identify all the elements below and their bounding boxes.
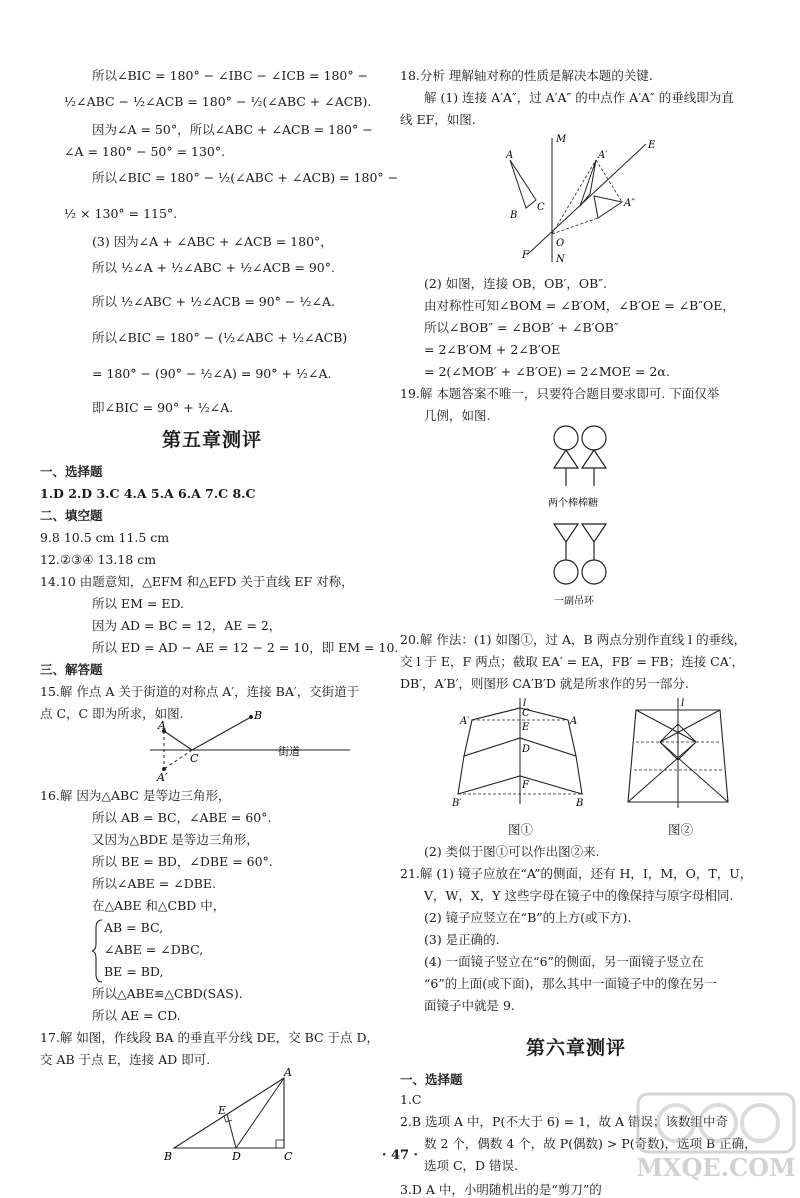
text-line: “6”的上面(或下面)，那么其中一面镜子中的像在另一 bbox=[424, 976, 717, 991]
text-line: = 2∠B′OM + 2∠B′OE bbox=[424, 342, 561, 357]
label-M: M bbox=[556, 134, 567, 145]
brace bbox=[92, 918, 104, 984]
text-line: (4) 一面镜子竖立在“6”的侧面，另一面镜子竖立在 bbox=[424, 954, 704, 969]
answer-line: 15.解 作点 A 关于街道的对称点 A′，连接 BA′，交街道于 bbox=[40, 684, 360, 699]
text-line: 线 EF，如图. bbox=[400, 112, 476, 127]
label-A-prime: A′ bbox=[460, 716, 470, 727]
triangle-ABC bbox=[174, 1078, 284, 1148]
text-line: 交 l 于 E，F 两点；截取 EA′ = EA，FB′ = FB；连接 CA′， bbox=[400, 654, 745, 669]
label-l: l bbox=[523, 698, 527, 709]
text-line: 所以 BE = BD，∠DBE = 60°. bbox=[92, 854, 273, 869]
watermark-logo bbox=[636, 1092, 796, 1182]
text-line: = 180° − (90° − ½∠A) = 90° + ½∠A. bbox=[92, 366, 332, 381]
figure-2-line4 bbox=[660, 742, 728, 802]
triangle-figure bbox=[164, 1066, 304, 1163]
text-line: 数 2 个，偶数 4 个，故 P(偶数) > P(奇数)，选项 B 正确， bbox=[424, 1136, 757, 1151]
text-line: AB = BC, bbox=[104, 920, 164, 935]
triangle-A-double-prime bbox=[594, 196, 622, 218]
watermark-mark-1 bbox=[658, 1105, 694, 1141]
page-number: · 47 · bbox=[381, 1148, 419, 1163]
label-C: C bbox=[537, 202, 545, 213]
answer-line: 20.解 作法：(1) 如图①，过 A，B 两点分别作直线 l 的垂线， bbox=[400, 632, 747, 647]
chapter-title: 第五章测评 bbox=[162, 429, 263, 451]
label-D: D bbox=[232, 1150, 241, 1163]
text-line: (2) 镜子应竖立在“B”的上方(或下方). bbox=[424, 910, 632, 925]
reflection-figure bbox=[500, 134, 660, 264]
lollipop-circle-left bbox=[554, 426, 578, 450]
lollipop-circle-right bbox=[582, 426, 606, 450]
dashed-OB-double-prime bbox=[552, 218, 598, 234]
text-line: 所以∠BIC = 180° − (½∠ABC + ½∠ACB) bbox=[92, 330, 348, 345]
label-B-prime: B′ bbox=[452, 798, 462, 809]
figure-2 bbox=[618, 696, 738, 816]
street-label: 街道 bbox=[278, 745, 300, 758]
text-line: (3) 是正确的. bbox=[424, 932, 500, 947]
label-B: B bbox=[510, 210, 518, 221]
label-E: E bbox=[648, 140, 656, 151]
answer-line: 19.解 本题答案不唯一，只要符合题目要求即可. 下面仅举 bbox=[400, 386, 720, 401]
answer-line: 2.B 选项 A 中，P(不大于 6) = 1，故 A 错误；该数组中奇 bbox=[400, 1114, 728, 1129]
answer-line: 9.8 10.5 cm 11.5 cm bbox=[40, 530, 170, 545]
segment-CB bbox=[192, 717, 251, 750]
label-A-prime: A′ bbox=[598, 150, 608, 161]
text-line: 面镜子中就是 9. bbox=[424, 998, 515, 1013]
segment-DE bbox=[227, 1114, 236, 1148]
answer-line: 14.10 由题意知，△EFM 和△EFD 关于直线 EF 对称， bbox=[40, 574, 354, 589]
earring-caption: 一副吊环 bbox=[554, 596, 594, 607]
text-line: 点 C，C 即为所求，如图. bbox=[40, 706, 184, 721]
text-line: 所以∠ABE = ∠DBE. bbox=[92, 876, 217, 891]
figure-2-caption: 图② bbox=[668, 822, 694, 837]
triangle-A-prime bbox=[580, 160, 596, 206]
label-N: N bbox=[556, 254, 565, 265]
section-heading: 一、选择题 bbox=[400, 1072, 463, 1087]
answer-line: 17.解 如图，作线段 BA 的垂直平分线 DE，交 BC 于点 D， bbox=[40, 1030, 380, 1045]
text-line: 所以 ½∠A + ½∠ABC + ½∠ACB = 90°. bbox=[92, 260, 335, 275]
label-A-double-prime: A″ bbox=[624, 198, 635, 209]
label-F: F bbox=[522, 780, 529, 791]
label-E: E bbox=[218, 1104, 227, 1117]
label-C: C bbox=[522, 708, 530, 719]
figure-2-line3 bbox=[628, 742, 696, 802]
answer-line: 12.②③④ 13.18 cm bbox=[40, 552, 157, 567]
watermark-badge bbox=[638, 1094, 794, 1152]
label-C: C bbox=[190, 752, 199, 765]
earring-circle-right bbox=[582, 560, 606, 584]
text-line: 解 (1) 连接 A′A″，过 A′A″ 的中点作 A′A″ 的垂线即为直 bbox=[424, 90, 734, 105]
text-line: 所以 ½∠ABC + ½∠ACB = 90° − ½∠A. bbox=[92, 294, 335, 309]
label-F: F bbox=[522, 250, 529, 261]
text-line: 所以∠BIC = 180° − ½(∠ABC + ∠ACB) = 180° − bbox=[92, 170, 399, 185]
right-angle-mark bbox=[276, 1140, 284, 1148]
figure-1 bbox=[450, 696, 584, 816]
text-line: = 2(∠MOB′ + ∠B′OE) = 2∠MOE = 2α. bbox=[424, 364, 670, 379]
earring-triangle-right bbox=[582, 524, 606, 542]
text-line: BE = BD, bbox=[104, 964, 164, 979]
text-line: 所以 AE = CD. bbox=[92, 1008, 181, 1023]
earring-triangle-left bbox=[554, 524, 578, 542]
text-line: V，W，X，Y 这些字母在镜子中的像保持与原字母相同. bbox=[424, 888, 734, 903]
text-line: 因为 AD = BC = 12，AE = 2， bbox=[92, 618, 282, 633]
text-line: 所以∠BOB″ = ∠BOB′ + ∠B′OB″ bbox=[424, 320, 619, 335]
earring-circle-left bbox=[554, 560, 578, 584]
answer-line: 3.D A 中，小明随机出的是“剪刀”的 bbox=[400, 1182, 602, 1197]
text-line: 选项 C，D 错误. bbox=[424, 1158, 519, 1173]
text-line: ½ × 130° = 115°. bbox=[64, 206, 178, 221]
answer-line: 18.分析 理解轴对称的性质是解决本题的关键. bbox=[400, 68, 653, 83]
figure-2-line1 bbox=[636, 710, 696, 742]
text-line: ∠A = 180° − 50° = 130°. bbox=[64, 144, 226, 159]
section-heading: 一、选择题 bbox=[40, 464, 103, 479]
text-line: 又因为△BDE 是等边三角形， bbox=[92, 832, 259, 847]
label-A: A bbox=[284, 1066, 292, 1079]
text-line: 所以 AB = BC，∠ABE = 60°. bbox=[92, 810, 272, 825]
text-line: 由对称性可知∠BOM = ∠B′OM，∠B′OE = ∠B″OE， bbox=[424, 298, 735, 313]
text-line: 所以 EM = ED. bbox=[92, 596, 184, 611]
label-A: A bbox=[506, 150, 514, 161]
label-D: D bbox=[522, 744, 531, 755]
label-A: A bbox=[158, 719, 166, 732]
text-line: DB′，A′B′，则图形 CA′B′D 就是所求作的另一部分. bbox=[400, 676, 689, 691]
point-B bbox=[249, 715, 253, 719]
text-line: (3) 因为∠A + ∠ABC + ∠ACB = 180°， bbox=[92, 234, 333, 249]
text-line: ∠ABE = ∠DBC, bbox=[104, 942, 204, 957]
figure-2-line2 bbox=[660, 710, 720, 742]
label-A-prime: A′ bbox=[157, 771, 168, 784]
text-line: 几例，如图. bbox=[424, 408, 491, 423]
text-line: 所以△ABE≌△CBD(SAS). bbox=[92, 986, 243, 1001]
text-line: ½∠ABC − ½∠ACB = 180° − ½(∠ABC + ∠ACB). bbox=[64, 94, 372, 109]
triangle-ABC bbox=[510, 160, 536, 208]
answer-line: 21.解 (1) 镜子应放在“A”的侧面，还有 H，I，M，O，T，U， bbox=[400, 866, 753, 881]
label-C: C bbox=[284, 1150, 293, 1163]
section-heading: 二、填空题 bbox=[40, 508, 103, 523]
lollipop-triangle-left bbox=[554, 450, 578, 468]
lollipop-triangle-right bbox=[582, 450, 606, 468]
watermark-mark-2 bbox=[700, 1105, 736, 1141]
label-B: B bbox=[254, 709, 263, 722]
label-A: A bbox=[570, 716, 578, 727]
label-B: B bbox=[576, 798, 584, 809]
figure-1-caption: 图① bbox=[508, 822, 534, 837]
text-line: (2) 如图，连接 OB，OB′，OB″. bbox=[424, 276, 607, 291]
section-heading: 三、解答题 bbox=[40, 662, 103, 677]
segment-AD bbox=[236, 1078, 284, 1148]
label-l: l bbox=[681, 698, 685, 709]
label-E: E bbox=[522, 722, 530, 733]
label-B: B bbox=[164, 1150, 173, 1163]
segment-CA-prime bbox=[164, 750, 192, 769]
text-line: 所以 ED = AD − AE = 12 − 2 = 10，即 EM = 10. bbox=[92, 640, 399, 655]
watermark-mark-3 bbox=[742, 1105, 778, 1141]
chapter-title: 第六章测评 bbox=[526, 1037, 627, 1059]
lollipop-caption: 两个棒棒糖 bbox=[548, 498, 598, 509]
street-figure bbox=[144, 707, 364, 787]
text-line: 即∠BIC = 90° + ½∠A. bbox=[92, 400, 234, 415]
answer-line: 1.D 2.D 3.C 4.A 5.A 6.A 7.C 8.C bbox=[40, 486, 256, 501]
text-line: 因为∠A = 50°，所以∠ABC + ∠ACB = 180° − bbox=[92, 122, 373, 137]
answer-line: 16.解 因为△ABC 是等边三角形， bbox=[40, 788, 231, 803]
text-line: (2) 类似于图①可以作出图②来. bbox=[424, 844, 600, 859]
lollipop-earring-figure bbox=[540, 418, 630, 648]
segment-AC bbox=[164, 731, 192, 750]
label-O: O bbox=[556, 238, 565, 249]
text-line: 在△ABE 和△CBD 中， bbox=[92, 898, 226, 913]
watermark-text: MXQE.COM bbox=[636, 1153, 796, 1182]
text-line: 所以∠BIC = 180° − ∠IBC − ∠ICB = 180° − bbox=[92, 68, 369, 83]
text-line: 交 AB 于点 E，连接 AD 即可. bbox=[40, 1052, 211, 1067]
dashed-A-prime-A-double-prime bbox=[596, 160, 622, 202]
answer-line: 1.C bbox=[400, 1092, 422, 1107]
